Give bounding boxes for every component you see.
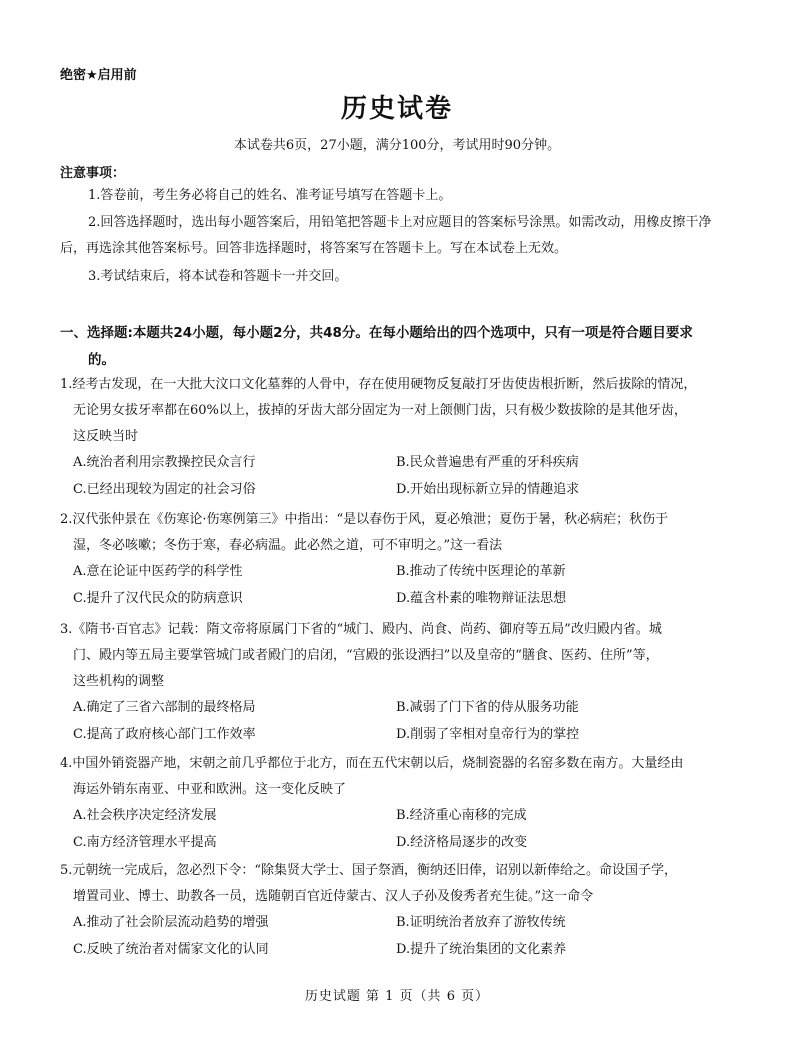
notice-item-2: 2.回答选择题时，选出每小题答案后，用铅笔把答题卡上对应题目的答案标号涂黑。如需改动，用橡皮擦干净后，再选涂其他答案标号。回答非选择题时，将答案写在答题卡上。写在本试卷上无效。: [60, 215, 712, 256]
option-b: B.减弱了门下省的侍从服务功能: [396, 700, 579, 715]
option-d: D.经济格局逐步的改变: [396, 835, 528, 850]
section-heading-line-2: 的。: [88, 352, 115, 368]
option-c: C.南方经济管理水平提高: [73, 835, 217, 850]
question-5: [60, 858, 732, 964]
option-a: A.意在论证中医药学的科学性: [73, 564, 243, 579]
question-stem-line: 2.汉代张仲景在《伤寒论·伤寒例第三》中指出：“是以春伤于风，夏必飧泄；夏伤于暑，秋必病疟；秋伤于: [60, 512, 669, 527]
question-4: [60, 751, 732, 857]
option-d: D.提升了统治集团的文化素养: [396, 942, 567, 957]
section-heading: [60, 320, 732, 374]
option-a: A.确定了三省六部制的最终格局: [73, 700, 256, 715]
question-2: [60, 507, 732, 613]
page-footer: 历史试题 第 1 页（共 6 页）: [304, 989, 490, 1004]
option-d: D.削弱了宰相对皇帝行为的掌控: [396, 727, 580, 742]
options: [60, 450, 732, 504]
question-stem-line: 增置司业、博士、助教各一员，选随朝百官近侍蒙古、汉人子孙及俊秀者充生徒。”这一命令: [73, 889, 594, 904]
question-1: [60, 372, 732, 504]
notice-item-1: 1.答卷前，考生务必将自己的姓名、准考证号填写在答题卡上。: [88, 188, 452, 203]
options: [60, 559, 732, 613]
notice-item-3: 3.考试结束后，将本试卷和答题卡一并交回。: [88, 269, 348, 284]
question-stem-line: 这反映当时: [73, 429, 139, 444]
option-b: B.经济重心南移的完成: [396, 808, 527, 823]
option-a: A.统治者利用宗教操控民众言行: [73, 455, 256, 470]
exam-info: 本试卷共6页，27小题，满分100分，考试用时90分钟。: [233, 138, 561, 153]
section-heading-line-1: 一、选择题:本题共24小题，每小题2分，共48分。在每小题给出的四个选项中，只有一项是符合题目要求: [60, 325, 693, 341]
option-c: C.提升了汉代民众的防病意识: [73, 591, 243, 606]
option-a: A.推动了社会阶层流动趋势的增强: [73, 915, 269, 930]
page-title: 历史试卷: [340, 94, 453, 124]
question-stem-line: 无论男女拔牙率都在60%以上，拔掉的牙齿大部分固定为一对上颌侧门齿，只有极少数拔除的是其他牙齿，: [73, 403, 687, 418]
question-stem-line: 这些机构的调整: [73, 674, 165, 689]
option-a: A.社会秩序决定经济发展: [73, 808, 217, 823]
options: [60, 803, 732, 857]
option-c: C.反映了统治者对儒家文化的认同: [73, 942, 269, 957]
question-stem-line: 5.元朝统一完成后，忽必烈下令：“除集贤大学士、国子祭酒，衡纳还旧俸，诏别以新俸给之。命设国子学，: [60, 863, 678, 878]
question-stem-line: 门、殿内等五局主要掌管城门或者殿门的启闭，“宫殿的张设洒扫”以及皇帝的“膳食、医药、住所”等，: [73, 648, 659, 663]
question-stem-line: 3.《隋书·百官志》记载：隋文帝将原属门下省的“城门、殿内、尚食、尚药、御府等五局”改归殿内省。城: [60, 622, 662, 637]
question-stem-line: 湿，冬必咳嗽；冬伤于寒，春必病温。此必然之道，可不审明之。”这一看法: [73, 538, 503, 553]
option-b: B.证明统治者放弃了游牧传统: [396, 915, 566, 930]
option-b: B.推动了传统中医理论的革新: [396, 564, 566, 579]
question-3: [60, 617, 732, 749]
option-d: D.蕴含朴素的唯物辩证法思想: [396, 591, 567, 606]
options: [60, 910, 732, 964]
option-c: C.提高了政府核心部门工作效率: [73, 727, 256, 742]
question-stem-line: 海运外销东南亚、中亚和欧洲。这一变化反映了: [73, 782, 347, 797]
option-b: B.民众普遍患有严重的牙科疾病: [396, 455, 579, 470]
option-d: D.开始出现标新立异的情趣追求: [396, 482, 580, 497]
options: [60, 695, 732, 749]
question-stem-line: 1.经考古发现，在一大批大汶口文化墓葬的人骨中，存在使用硬物反复敲打牙齿使齿根折断，然后拔除的情况，: [60, 377, 697, 392]
option-c: C.已经出现较为固定的社会习俗: [73, 482, 256, 497]
confidential-label: 绝密★启用前: [60, 68, 137, 83]
question-stem-line: 4.中国外销瓷器产地，宋朝之前几乎都位于北方，而在五代宋朝以后，烧制瓷器的名窑多数在南方。大量经由: [60, 756, 684, 771]
notice-heading: 注意事项：: [60, 166, 126, 181]
